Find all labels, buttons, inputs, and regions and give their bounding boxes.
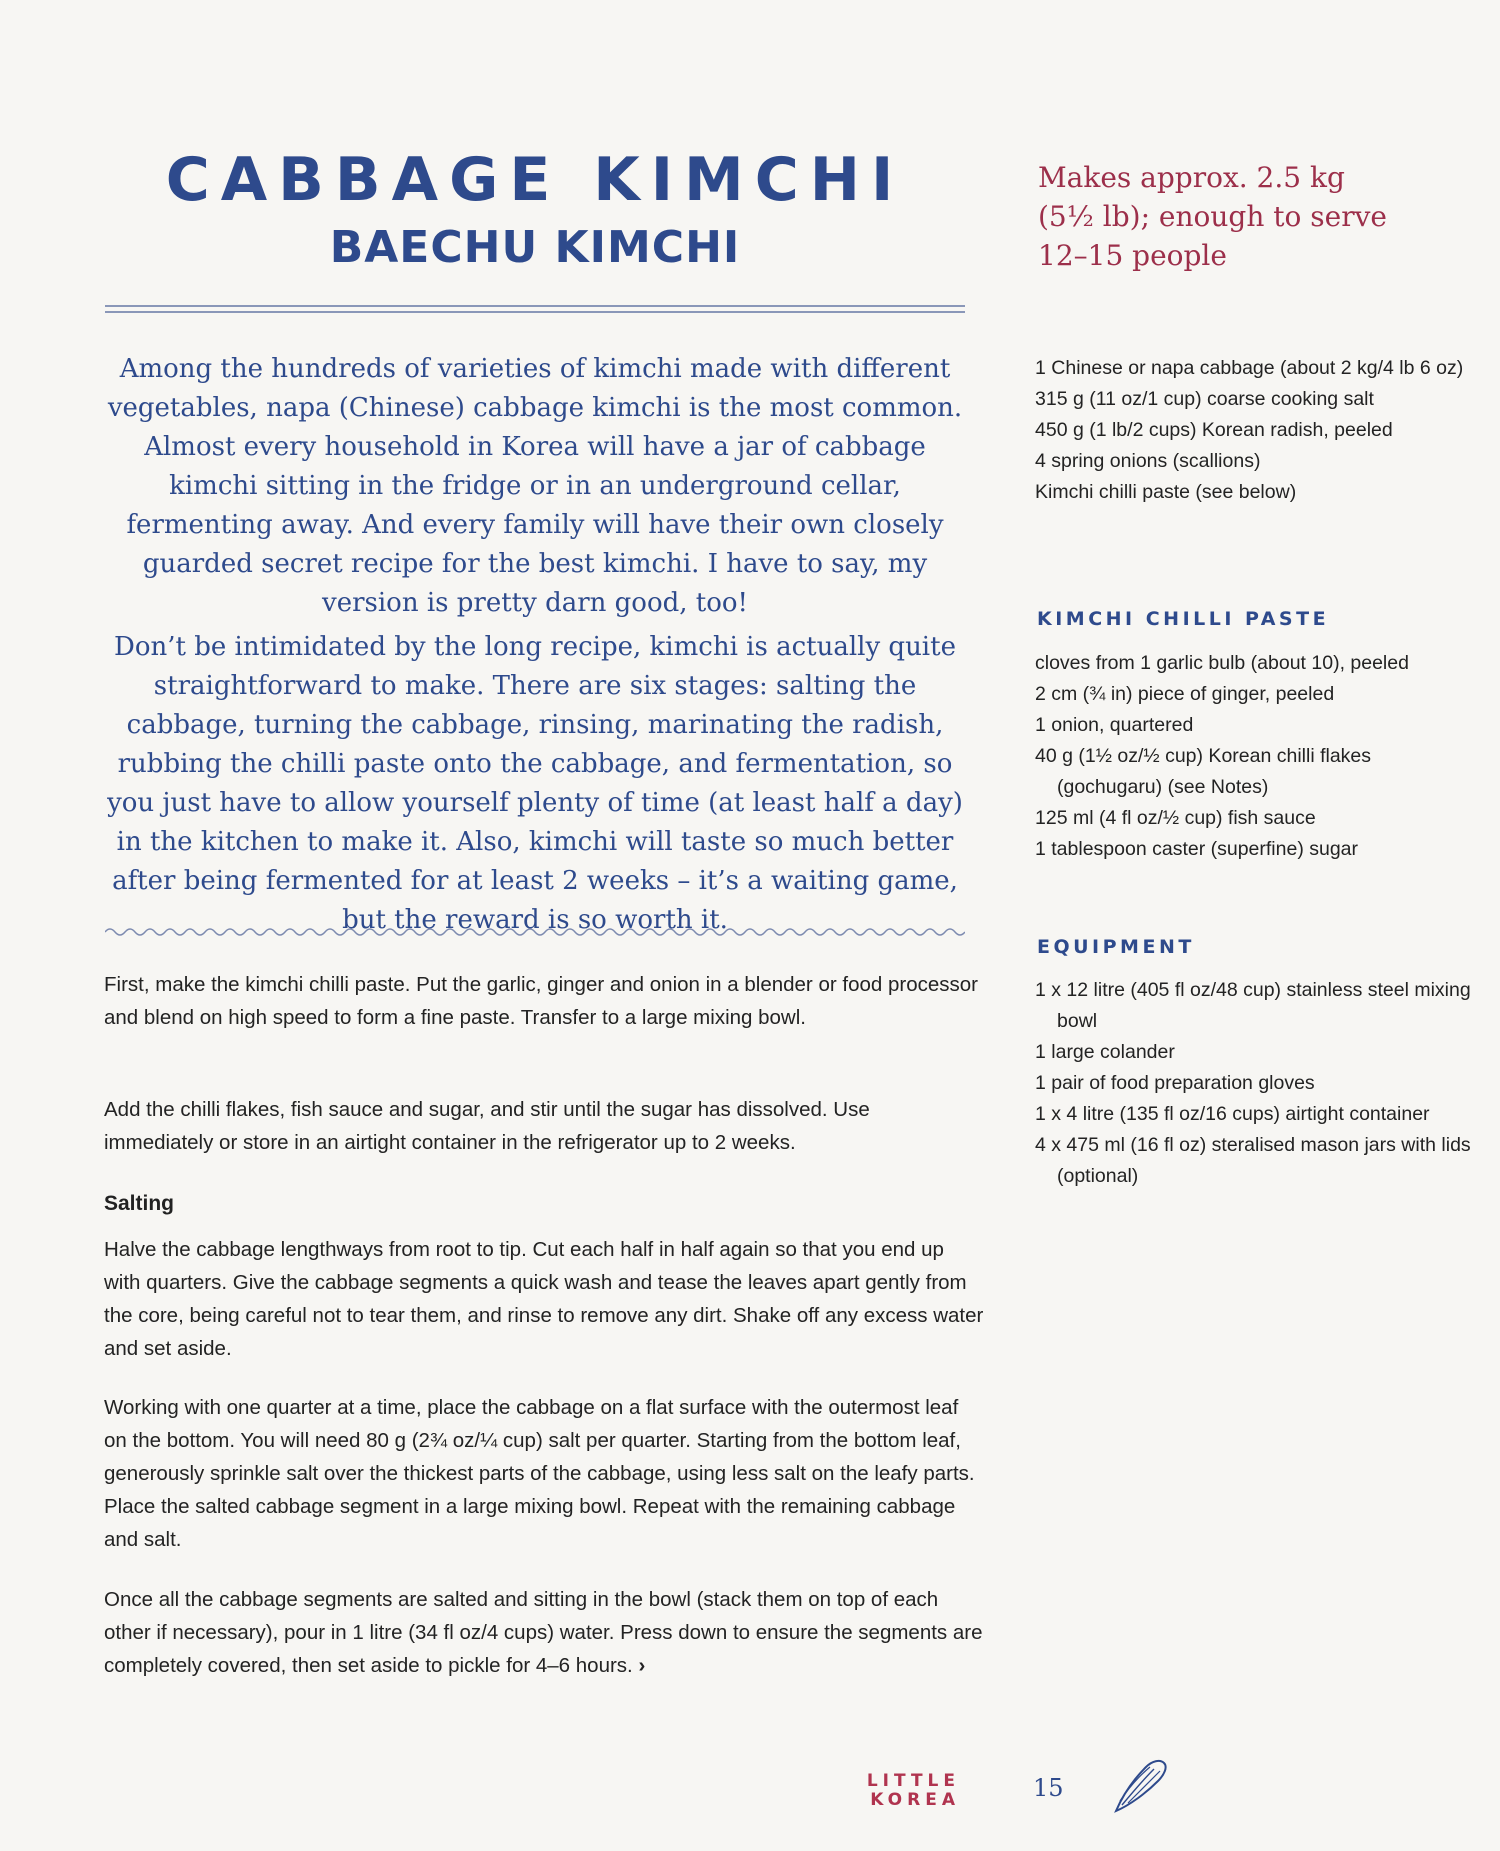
- ingredient-item: 450 g (1 lb/2 cups) Korean radish, peeled: [1035, 419, 1393, 441]
- equipment-heading: EQUIPMENT: [1037, 936, 1195, 958]
- yield-line: Makes approx. 2.5 kg: [1038, 161, 1345, 194]
- intro-paragraph: Don’t be intimidated by the long recipe, kimchi is actually quite straightforward to make. There are six stages: salting the cabbage, turning the cabbage, rinsing, marinating the radish, rubbing the chilli paste onto the cabbage, and fermentation, so you just have to allow yourself plenty of time (at least half a day) in the kitchen to make it. Also, kimchi will taste so much better after being fermented for at least 2 weeks – it’s a waiting game, but the reward is so worth it.: [107, 632, 963, 935]
- method-paragraph: Working with one quarter at a time, place the cabbage on a flat surface with the outermost leaf on the bottom. You will need 80 g (2¾ oz/¼ cup) salt per quarter. Starting from the bottom leaf, generously sprinkle salt over the thickest parts of the cabbage, using less salt on the leafy parts. Place the salted cabbage segment in a large mixing bowl. Repeat with the remaining cabbage and salt.: [104, 1396, 975, 1551]
- method-paragraph: First, make the kimchi chilli paste. Put the garlic, ginger and onion in a blender or food processor and blend on high speed to form a fine paste. Transfer to a large mixing bowl.: [104, 973, 978, 1029]
- equipment-list: [1035, 975, 1475, 1192]
- brand-line: KOREA: [870, 1790, 960, 1810]
- method-paragraph: Add the chilli flakes, fish sauce and sugar, and stir until the sugar has dissolved. Use immediately or store in an airtight container in the refrigerator up to 2 weeks.: [104, 1098, 870, 1154]
- ingredient-item: 125 ml (4 fl oz/½ cup) fish sauce: [1035, 807, 1316, 829]
- method-paragraph: [104, 1583, 984, 1682]
- equipment-item: 1 large colander: [1035, 1041, 1175, 1063]
- recipe-korean-title: BAECHU KIMCHI: [329, 222, 741, 273]
- method-paragraph: Halve the cabbage lengthways from root to tip. Cut each half in half again so that you end up with quarters. Give the cabbage segments a quick wash and tease the leaves apart gently from the core, being careful not to tear them, and rinse to remove any dirt. Shake off any excess water and set aside.: [104, 1238, 984, 1360]
- equipment-item: 1 x 4 litre (135 fl oz/16 cups) airtight container: [1035, 1103, 1430, 1125]
- paste-heading: KIMCHI CHILLI PASTE: [1037, 608, 1330, 630]
- equipment-item: 1 pair of food preparation gloves: [1035, 1072, 1315, 1094]
- ingredient-item: cloves from 1 garlic bulb (about 10), peeled: [1035, 652, 1409, 674]
- ingredient-list: [1035, 353, 1475, 508]
- intro-paragraph: Among the hundreds of varieties of kimchi made with different vegetables, napa (Chinese) cabbage kimchi is the most common. Almost every household in Korea will have a jar of cabbage kimchi sitting in the fridge or in an underground cellar, fermenting away. And every family will have their own closely guarded secret recipe for the best kimchi. I have to say, my version is pretty darn good, too!: [107, 354, 963, 618]
- page-number: 15: [1033, 1774, 1064, 1802]
- ingredient-item: 2 cm (¾ in) piece of ginger, peeled: [1035, 683, 1335, 705]
- ingredient-item: 315 g (11 oz/1 cup) coarse cooking salt: [1035, 388, 1374, 410]
- yield-line: (5½ lb); enough to serve: [1038, 200, 1387, 233]
- brush-icon: [1108, 1755, 1170, 1815]
- continue-arrow-icon: ›: [638, 1654, 646, 1677]
- title-divider: [105, 305, 965, 313]
- equipment-item: 4 x 475 ml (16 fl oz) steralised mason jars with lids (optional): [1035, 1134, 1471, 1187]
- yield-line: 12–15 people: [1038, 239, 1227, 272]
- section-heading-salting: Salting: [104, 1192, 175, 1215]
- method-text: Once all the cabbage segments are salted and sitting in the bowl (stack them on top of each other if necessary), pour in 1 litre (34 fl oz/4 cups) water. Press down to ensure the segments are completely covered, then set aside to pickle for 4–6 hours.: [104, 1588, 983, 1677]
- paste-ingredient-list: [1035, 648, 1475, 865]
- ingredient-item: Kimchi chilli paste (see below): [1035, 481, 1297, 503]
- ingredient-item: 1 onion, quartered: [1035, 714, 1194, 736]
- book-brand: [830, 1772, 960, 1810]
- equipment-item: 1 x 12 litre (405 fl oz/48 cup) stainless steel mixing bowl: [1035, 979, 1471, 1032]
- ingredient-item: 40 g (1½ oz/½ cup) Korean chilli flakes (gochugaru) (see Notes): [1035, 745, 1372, 798]
- wavy-divider: [105, 925, 965, 939]
- yield-note: [1038, 158, 1458, 275]
- ingredient-item: 1 tablespoon caster (superfine) sugar: [1035, 838, 1359, 860]
- ingredient-item: 4 spring onions (scallions): [1035, 450, 1261, 472]
- brand-line: LITTLE: [866, 1771, 960, 1791]
- recipe-title: CABBAGE KIMCHI: [165, 145, 905, 215]
- ingredient-item: 1 Chinese or napa cabbage (about 2 kg/4 lb 6 oz): [1035, 357, 1464, 379]
